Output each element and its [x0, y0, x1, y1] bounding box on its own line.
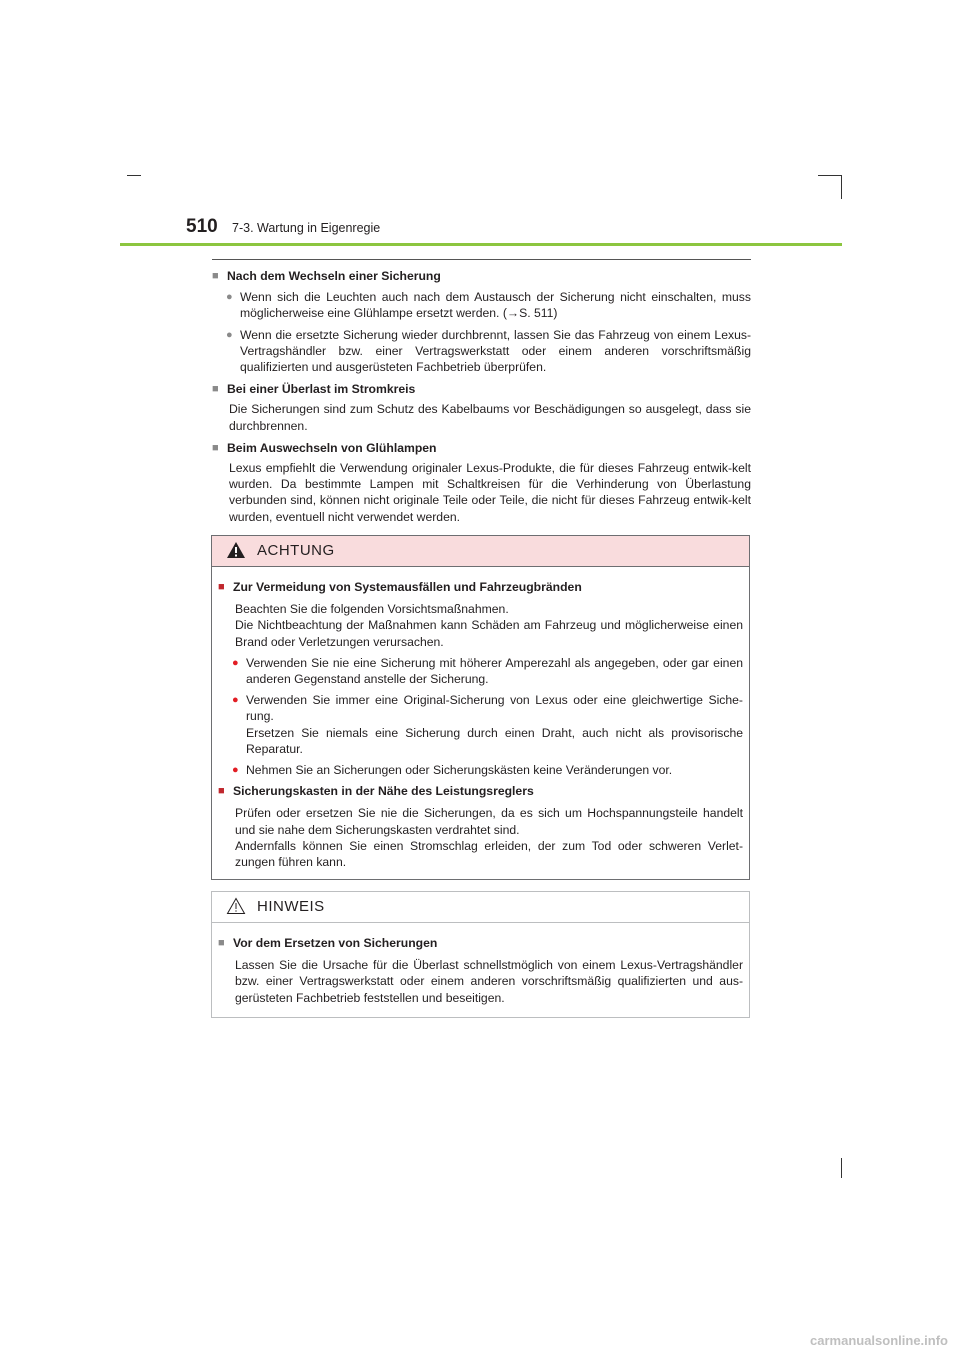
content-rule [212, 259, 751, 260]
text-bulb-replacement: Lexus empfiehlt die Verwendung originaler Lexus-Produkte, die für dieses Fahrzeug entwik-kelt wurden. Da bestimmte Lampen mit Schaltkreisen für die Verhinderung von Überlastung verbunden sind, können nicht originale Teile oder Teile, die nicht für dieses Fahrzeug entwik-kelt wurden, eventuell nicht verwendet werden. [229, 461, 751, 524]
achtung-body [212, 567, 749, 880]
crop-mark-top-right-v [841, 175, 842, 199]
header-rule [120, 243, 842, 246]
crop-mark-top-right-h [818, 175, 842, 176]
main-content [212, 268, 751, 525]
section-title: 7-3. Wartung in Eigenregie [232, 221, 381, 235]
bullet-fuse-blows-again: ● Wenn die ersetzte Sicherung wieder durchbrennt, lassen Sie das Fahrzeug von einem Lexus-Vertragshändler bzw. einer Vertragswerkstatt oder einem anderen vorschriftsmäßig qualifizierten und ausgerüsteten Fachbetrieb überprüfen. [212, 327, 751, 376]
crop-mark-bottom-right [841, 1158, 842, 1178]
heading-bulb-replacement: ■ Beim Auswechseln von Glühlampen [212, 440, 751, 456]
hinweis-box [211, 891, 750, 1018]
heading-before-replacing-fuses: ■ Vor dem Ersetzen von Sicherungen [218, 935, 743, 951]
bullet-lamp-replacement: ● Wenn sich die Leuchten auch nach dem Austausch der Sicherung nicht einschalten, muss möglicherweise eine Glühlampe ersetzt werden. (→S. 511) [212, 289, 751, 321]
bullet-original-fuse: ● Verwenden Sie immer eine Original-Sicherung von Lexus oder eine gleichwertige Siche-rung. [218, 692, 743, 724]
hinweis-header [212, 892, 749, 923]
heading-after-fuse-change: ■ Nach dem Wechseln einer Sicherung [212, 268, 751, 284]
heading-circuit-overload: ■ Bei einer Überlast im Stromkreis [212, 381, 751, 397]
bullet-amperage: ● Verwenden Sie nie eine Sicherung mit höherer Amperezahl als angegeben, oder gar einen anderen Gegenstand anstelle der Sicherung. [218, 655, 743, 687]
heading-fuse-box-power-controller: ■ Sicherungskasten in der Nähe des Leistungsreglers [218, 783, 743, 799]
hinweis-title: HINWEIS [257, 898, 325, 915]
text-circuit-overload: Die Sicherungen sind zum Schutz des Kabelbaums vor Beschädigungen so ausgelegt, dass sie durchbrennen. [229, 402, 751, 433]
text-precautions-consequence: Die Nichtbeachtung der Maßnahmen kann Schäden am Fahrzeug und möglicherweise einen Brand oder Verletzungen verursachen. [235, 618, 743, 649]
achtung-box [211, 535, 750, 880]
achtung-header [212, 536, 749, 567]
text-overload-cause: Lassen Sie die Ursache für die Überlast schnellstmöglich von einem Lexus-Vertragshändler bzw. einer Vertragswerkstatt oder einem anderen vorschriftsmäßig qualifizierten und aus-gerüsteten Fachbetrieb feststellen und beseitigen. [235, 958, 743, 1005]
text-electric-shock: Andernfalls können Sie einen Stromschlag erleiden, der zum Tod oder schweren Verlet-zungen führen kann. [235, 838, 743, 870]
bullet-no-modifications: ● Nehmen Sie an Sicherungen oder Sicherungskästen keine Veränderungen vor. [218, 762, 743, 778]
warning-triangle-icon [226, 541, 246, 564]
notice-triangle-icon [226, 897, 246, 920]
watermark: carmanualsonline.info [810, 1333, 948, 1348]
page-number: 510 [186, 216, 218, 237]
heading-system-failure-prevention: ■ Zur Vermeidung von Systemausfällen und Fahrzeugbränden [218, 579, 743, 595]
achtung-title: ACHTUNG [257, 542, 335, 559]
hinweis-body [212, 923, 749, 1016]
text-high-voltage: Prüfen oder ersetzen Sie nie die Sicherungen, da es sich um Hochspannungsteile handelt und sie nahe dem Sicherungskasten verdrahtet sind. [235, 806, 743, 837]
text-no-wire-replacement: Ersetzen Sie niemals eine Sicherung durch einen Draht, auch nicht als provisorische Reparatur. [246, 725, 743, 756]
text-precautions-intro: Beachten Sie die folgenden Vorsichtsmaßnahmen. [235, 602, 509, 617]
crop-mark-top-left [127, 175, 141, 176]
